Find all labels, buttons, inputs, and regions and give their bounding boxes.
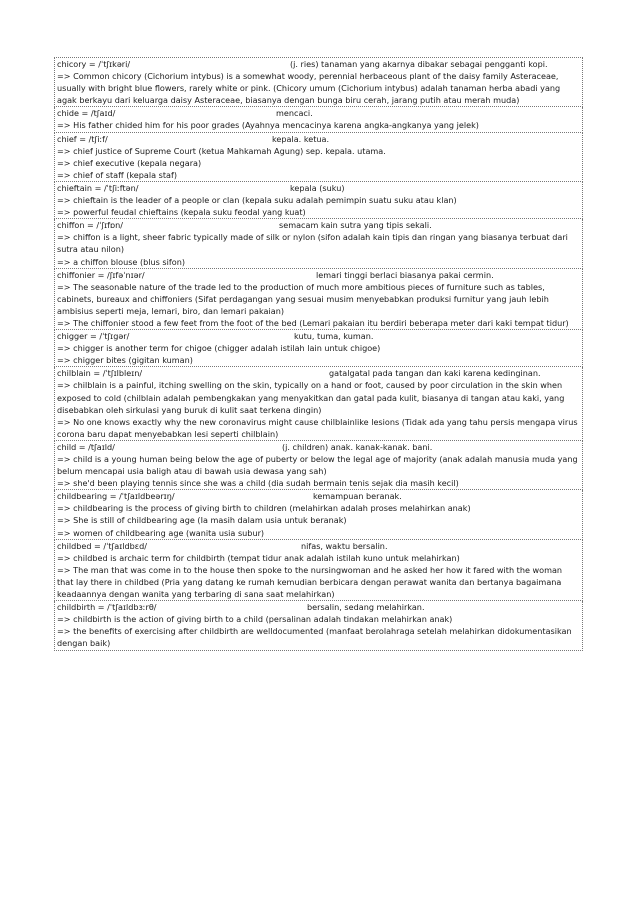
entry-headline: [57, 133, 580, 145]
entry-example-line: => chief executive (kepala negara): [57, 157, 202, 168]
entry-headline: [57, 330, 580, 342]
entry-example-line: => she'd been playing tennis since she was a child (dia sudah bermain tenis sejak dia masih kecil): [57, 478, 459, 489]
entry-example-line: => child is a young human being below the age of puberty or below the legal age of majority (anak adalah manusia muda yang belum mencapai usia baligh atau di bawah usia dewasa yang sah): [57, 454, 578, 477]
entry-example-line: => chieftain is the leader of a people or clan (kepala suku adalah pemimpin suatu suku atau klan): [57, 195, 457, 206]
entry-example-line: => chief of staff (kepala staf): [57, 169, 178, 180]
dictionary-entry: [54, 330, 583, 367]
entry-headline: [57, 219, 580, 231]
entry-translation: gatalgatal pada tangan dan kaki karena kedinginan.: [329, 368, 541, 379]
entry-translation: nifas, waktu bersalin.: [301, 540, 388, 551]
entry-example-line: => The chiffonier stood a few feet from the foot of the bed (Lemari pakaian itu berdiri beberapa meter dari kaki tempat tidur): [57, 317, 569, 328]
dictionary-entry: [54, 219, 583, 268]
entry-term: child = /tʃaɪld/: [57, 441, 115, 452]
entry-example-line: => a chiffon blouse (blus sifon): [57, 256, 185, 267]
entry-translation: kutu, tuma, kuman.: [294, 331, 374, 342]
entry-term: chigger = /ˈtʃɪgər/: [57, 331, 130, 342]
entry-headline: [57, 107, 580, 119]
entry-example-line: => No one knows exactly why the new coronavirus might cause chilblainlike lesions (Tidak ada yang tahu persis mengapa virus corona baru dapat menyebabkan lesi seperti chilblain): [57, 416, 578, 439]
entry-headline: [57, 58, 580, 70]
entry-headline: [57, 490, 580, 502]
entry-example-line: => The seasonable nature of the trade led to the production of much more ambitious pieces of furniture such as tables, cabinets, bureaux and chiffoniers (Sifat perdagangan yang sesuai musim menyebabkan produksi furnitur yang jauh lebih ambisius seperti meja, lemari, biro, dan lemari pakaian): [57, 281, 549, 316]
dictionary-entry: [54, 57, 583, 107]
entry-term: chilblain = /ˈtʃɪlbleɪn/: [57, 368, 143, 379]
entry-example-line: => childbed is archaic term for childbirth (tempat tidur anak adalah istilah kuno untuk melahirkan): [57, 552, 460, 563]
entry-term: chicory = /ˈtʃɪkəri/: [57, 59, 131, 69]
dictionary-entry: [54, 269, 583, 330]
dictionary-entry: [54, 133, 583, 182]
entry-translation: lemari tinggi berlaci biasanya pakai cermin.: [316, 269, 494, 280]
entry-translation: kepala (suku): [290, 182, 345, 193]
entry-translation: semacam kain sutra yang tipis sekali.: [279, 220, 432, 231]
entry-term: childbed = /ˈtʃaɪldbɛd/: [57, 540, 147, 551]
entry-example-line: => chigger is another term for chigoe (chigger adalah istilah lain untuk chigoe): [57, 343, 381, 354]
entry-headline: [57, 269, 580, 281]
entry-example-line: => the benefits of exercising after childbirth are welldocumented (manfaat berolahraga setelah melahirkan didokumentasikan dengan baik): [57, 626, 572, 649]
entry-example-line: => childbearing is the process of giving birth to children (melahirkan adalah proses melahirkan anak): [57, 503, 471, 514]
dictionary-entry: [54, 601, 583, 650]
entry-headline: [57, 182, 580, 194]
entry-example-line: => chief justice of Supreme Court (ketua Mahkamah Agung) sep. kepala. utama.: [57, 145, 386, 156]
entry-headline: [57, 367, 580, 379]
dictionary-sheet: [54, 57, 583, 651]
entry-example-line: => chiffon is a light, sheer fabric typically made of silk or nylon (sifon adalah kain tipis dan ringan yang biasanya terbuat dari sutra atau nilon): [57, 232, 568, 255]
dictionary-entry: [54, 367, 583, 441]
entry-example-line: => chilblain is a painful, itching swelling on the skin, typically on a hand or foot, caused by poor circulation in the skin when exposed to cold (chilblain adalah pembengkakan yang menyakitkan dan gatal pada kulit, biasanya di tangan atau kaki, yang disebabkan oleh sirkulasi yang buruk di kulit saat terkena dingin): [57, 380, 565, 415]
entry-headline: [57, 540, 580, 552]
dictionary-entry: [54, 182, 583, 219]
entry-example-line: => chigger bites (gigitan kuman): [57, 355, 193, 366]
entry-term: childbearing = /ˈtʃaɪldbeərɪŋ/: [57, 491, 175, 502]
dictionary-entry: [54, 441, 583, 490]
entry-translation: kepala. ketua.: [272, 133, 330, 144]
dictionary-entry: [54, 107, 583, 132]
entry-headline: [57, 441, 580, 453]
entry-term: childbirth = /ˈtʃaɪldbɜːrθ/: [57, 602, 157, 613]
entry-translation: (j. children) anak. kanak-kanak. bani.: [282, 441, 433, 452]
entry-translation: (j. ries) tanaman yang akarnya dibakar sebagai pengganti kopi.: [290, 59, 548, 69]
dictionary-entry: [54, 540, 583, 601]
entry-example-line: => powerful feudal chieftains (kepala suku feodal yang kuat): [57, 207, 306, 218]
entry-term: chieftain = /ˈtʃiːftən/: [57, 182, 139, 193]
entry-example-line: => Common chicory (Cichorium intybus) is a somewhat woody, perennial herbaceous plant of the daisy family Asteraceae, usually with bright blue flowers, rarely white or pink. (Chicory umum (Cichorium intybus) adalah tanaman herba abadi yang agak berkayu dari keluarga daisy Asteraceae, biasanya dengan bunga biru cerah, jarang putih atau merah muda): [57, 71, 561, 106]
entry-headline: [57, 601, 580, 613]
dictionary-entry: [54, 490, 583, 539]
entry-translation: bersalin, sedang melahirkan.: [307, 602, 425, 613]
entry-example-line: => She is still of childbearing age (Ia masih dalam usia untuk beranak): [57, 515, 347, 526]
entry-example-line: => childbirth is the action of giving birth to a child (persalinan adalah tindakan melahirkan anak): [57, 614, 453, 625]
entry-term: chiffon = /ˈʃɪfɒn/: [57, 220, 123, 231]
entry-term: chide = /tʃaɪd/: [57, 108, 116, 119]
entry-example-line: => women of childbearing age (wanita usia subur): [57, 527, 265, 538]
entry-translation: mencaci.: [276, 108, 313, 119]
entry-example-line: => The man that was come in to the house then spoke to the nursingwoman and he asked her how it fared with the woman that lay there in childbed (Pria yang datang ke rumah kemudian berbicara dengan perawat wanita dan bertanya bagaimana keadaannya dengan wanita yang terbaring di sana saat melahirkan): [57, 564, 563, 600]
entry-example-line: => His father chided him for his poor grades (Ayahnya mencacinya karena angka-angkanya yang jelek): [57, 120, 479, 131]
entry-translation: kemampuan beranak.: [313, 491, 402, 502]
entry-term: chief = /tʃiːf/: [57, 133, 108, 144]
entry-term: chiffonier = /ʃɪfəˈnɪər/: [57, 269, 145, 280]
